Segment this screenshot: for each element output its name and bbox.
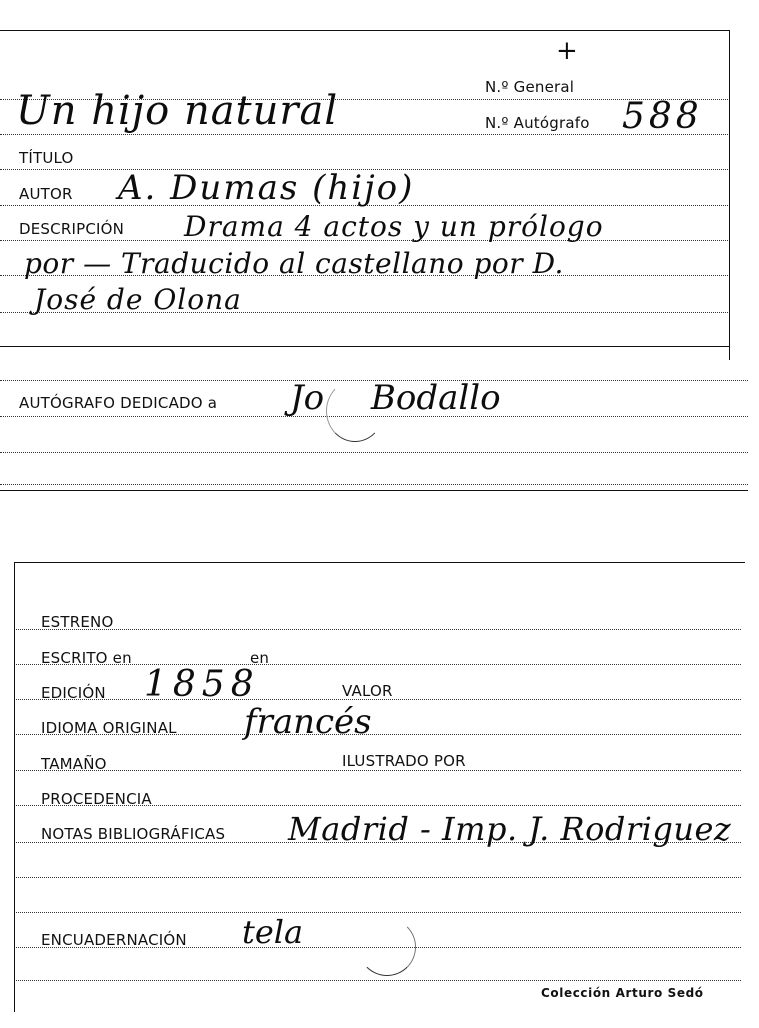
ilustrado-por-label: ILUSTRADO POR — [342, 752, 466, 770]
rule-line-solid — [0, 346, 729, 347]
top-card-top-edge — [0, 30, 730, 31]
bottom-card-top-edge — [14, 562, 745, 563]
encuadernacion-value: tela — [242, 913, 304, 951]
titulo-value: Un hijo natural — [16, 88, 339, 134]
rule-line — [0, 452, 748, 453]
notas-bibliograficas-label: NOTAS BIBLIOGRÁFICAS — [41, 825, 226, 843]
escrito-en-label: ESCRITO en — [41, 649, 132, 667]
descripcion-value-line-2: por — Traducido al castellano por D. — [24, 247, 564, 280]
numero-general-label: N.º General — [485, 78, 575, 96]
rule-line — [16, 770, 741, 771]
punch-hole-mark — [358, 918, 416, 976]
numero-autografo-label: N.º Autógrafo — [485, 114, 590, 132]
autor-value: A. Dumas (hijo) — [118, 168, 415, 208]
descripcion-value-line-1: Drama 4 actos y un prólogo — [184, 210, 604, 243]
estreno-label: ESTRENO — [41, 613, 114, 631]
autografo-dedicado-label: AUTÓGRAFO DEDICADO a — [19, 394, 218, 412]
autografo-dedicado-value: Jo Bodallo — [290, 378, 501, 418]
idioma-original-label: IDIOMA ORIGINAL — [41, 719, 177, 737]
rule-line — [0, 134, 728, 135]
idioma-original-value: francés — [244, 702, 372, 742]
tamano-label: TAMAÑO — [41, 755, 107, 773]
edicion-value: 1858 — [144, 664, 260, 705]
rule-line — [16, 877, 741, 878]
procedencia-label: PROCEDENCIA — [41, 790, 152, 808]
punch-hole-mark — [326, 380, 384, 442]
valor-label: VALOR — [342, 682, 393, 700]
rule-line — [16, 980, 741, 981]
descripcion-label: DESCRIPCIÓN — [19, 220, 125, 238]
notas-bibliograficas-value: Madrid - Imp. J. Rodriguez — [288, 810, 732, 848]
encuadernacion-label: ENCUADERNACIÓN — [41, 931, 187, 949]
rule-line — [0, 484, 748, 485]
top-card-right-edge — [729, 30, 730, 360]
cross-mark: + — [556, 36, 578, 66]
top-card-bottom-edge — [0, 490, 748, 491]
escrito-en-second-label: en — [250, 649, 270, 667]
descripcion-value-line-3: José de Olona — [34, 283, 242, 316]
collection-footer: Colección Arturo Sedó — [541, 986, 704, 1000]
autor-label: AUTOR — [19, 185, 73, 203]
bottom-card-left-edge — [14, 562, 15, 1012]
numero-autografo-value: 588 — [622, 96, 703, 137]
rule-line — [16, 629, 741, 630]
edicion-label: EDICIÓN — [41, 684, 106, 702]
rule-line — [16, 912, 741, 913]
titulo-label: TÍTULO — [19, 149, 74, 167]
